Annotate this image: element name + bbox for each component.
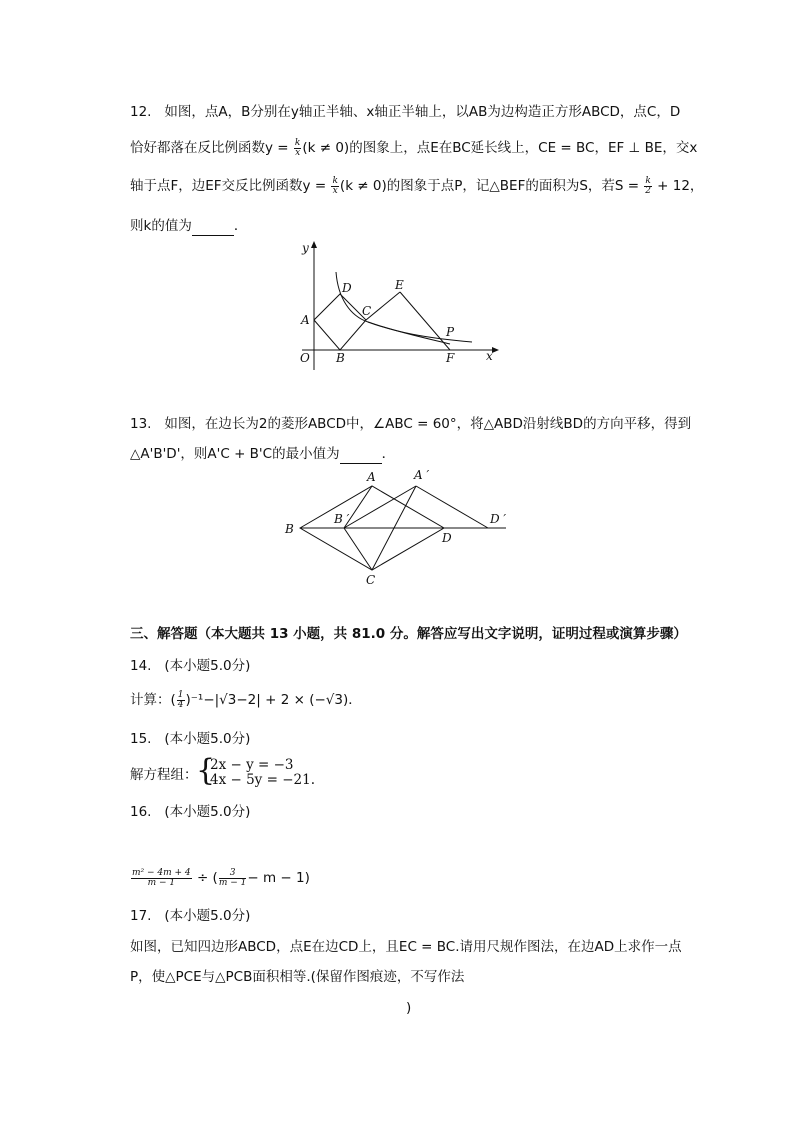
label-x: x — [486, 349, 493, 363]
label-a-prime: A ′ — [414, 468, 430, 482]
q15-equation-1: 2x − y = −3 — [210, 757, 294, 773]
segment-a2-d2 — [416, 486, 488, 528]
q13-line-2: △A'B'D'，则A'C + B'C的最小值为 ． — [130, 446, 396, 462]
q12-line-3: 轴于点F，边EF交反比例函数y = $\frac{k}{x}$ (k ≠ 0)的图象于点P，记△BEF的面积为S，若S = $\frac{k}{2}$ + 12， — [130, 175, 704, 196]
label-o: O — [300, 351, 310, 365]
q17-line-2: P，使△PCE与△PCB面积相等.(保留作图痕迹，不写作法 — [130, 969, 465, 985]
label-a: A — [367, 470, 376, 484]
label-a: A — [301, 313, 310, 327]
q13-line-1: 13. 如图，在边长为2的菱形ABCD中，∠ABC = 60°，将△ABD沿射线BD的方向平移，得到 — [130, 416, 692, 432]
answer-blank-12[interactable] — [192, 221, 234, 236]
label-b-prime: B ′ — [334, 512, 350, 526]
q15-prefix: 解方程组： — [130, 767, 198, 783]
answer-blank-13[interactable] — [340, 449, 382, 464]
k-over-x-fraction: $\frac{k}{x}$ — [294, 137, 301, 158]
q14-expression: 计算：( $\frac{1}{4}$ )⁻¹−|√3−2| + 2 × (−√3)． — [130, 689, 362, 710]
segment-ef — [400, 292, 450, 350]
section-header: 三、解答题（本大题共 13 小题，共 81.0 分。解答应写出文字说明，证明过程或演算步骤） — [130, 626, 687, 642]
q14-header: 14. (本小题5.0分) — [130, 658, 251, 674]
q12-line-4: 则k的值为 ． — [130, 218, 248, 234]
label-b: B — [336, 351, 345, 365]
y-axis-arrow — [311, 241, 317, 248]
q12-line-2: 恰好都落在反比例函数y = $\frac{k}{x}$ (k ≠ 0)的图象上，点E在BC延长线上，CE = BC，EF ⊥ BE，交x — [130, 137, 698, 158]
label-d-prime: D ′ — [490, 512, 507, 526]
system-brace: { — [196, 753, 216, 788]
segment-b2-c — [344, 528, 372, 570]
label-d: D — [442, 531, 452, 545]
q13-figure — [280, 466, 520, 590]
label-f: F — [446, 351, 455, 365]
k-over-2-fraction: $\frac{k}{2}$ — [645, 175, 651, 196]
q15-header: 15. (本小题5.0分) — [130, 731, 251, 747]
label-c: C — [366, 573, 376, 587]
q15-equation-2: 4x − 5y = −21. — [210, 772, 315, 788]
label-e: E — [395, 278, 404, 292]
q12-line-1: 12. 如图，点A，B分别在y轴正半轴、x轴正半轴上，以AB为边构造正方形ABCD，点C，D — [130, 104, 681, 120]
label-c: C — [362, 304, 372, 318]
q16-fraction-1: $\frac{\text{m² − 4m + 4}}{m - 1}$ — [132, 867, 191, 888]
q12-figure — [290, 238, 510, 378]
q17-line-3: ) — [406, 1000, 412, 1016]
q17-line-1: 如图，已知四边形ABCD，点E在边CD上，且EC = BC.请用尺规作图法，在边AD上求作一点 — [130, 939, 682, 955]
q16-fraction-2: $\frac{3}{m - 1}$ — [218, 867, 247, 888]
x-axis-arrow — [492, 347, 499, 353]
label-d: D — [342, 281, 352, 295]
label-y: y — [302, 241, 309, 255]
label-p: P — [446, 325, 455, 339]
q17-header: 17. (本小题5.0分) — [130, 908, 251, 924]
k-over-x-fraction-2: $\frac{k}{x}$ — [332, 175, 338, 196]
q16-header: 16. (本小题5.0分) — [130, 804, 251, 820]
one-quarter-fraction: $\frac{1}{4}$ — [177, 689, 184, 710]
square-abcd — [314, 294, 366, 350]
q16-expression: $\frac{\text{m² − 4m + 4}}{m - 1}$ ÷ ( $\frac{3}{m - 1}$ − m − 1) — [132, 867, 310, 888]
label-b: B — [285, 522, 294, 536]
